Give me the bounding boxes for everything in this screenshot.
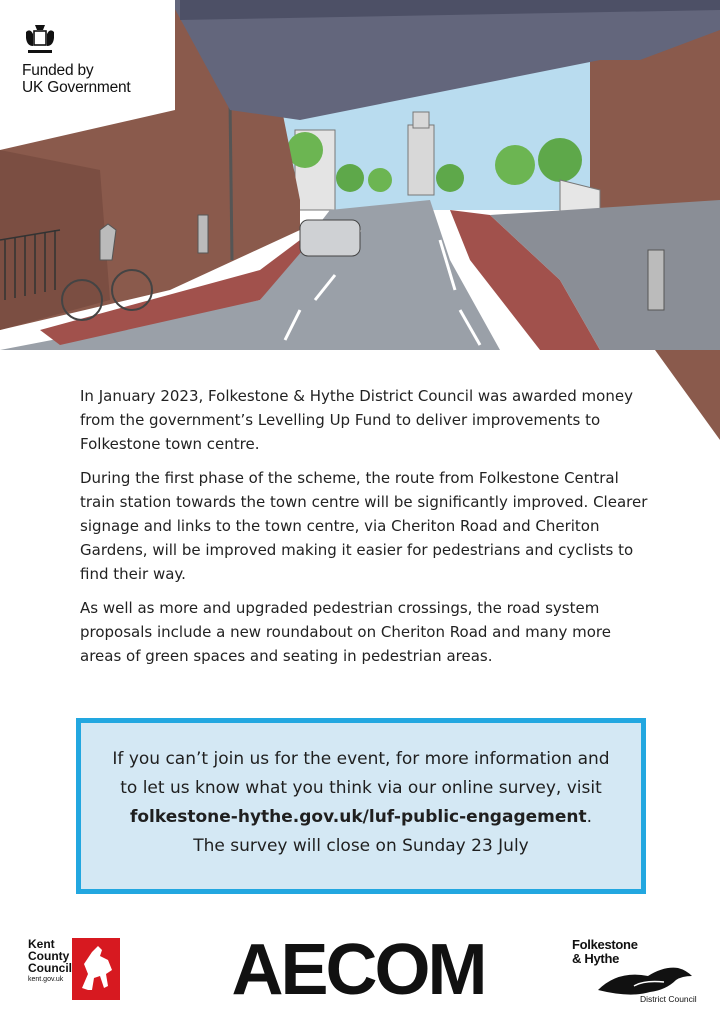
url-suffix: . xyxy=(586,807,593,827)
fh-line-1: Folkestone xyxy=(572,937,638,952)
kent-site: kent.gov.uk xyxy=(28,976,64,983)
paragraph-2: During the first phase of the scheme, the route from Folkestone Central train station towards the town centre will be significantly improved. Clearer signage and links to the town centre, via Cheriton Road and Cheriton Gardens, will be improved making it easier for pedestrians and cyclists to find their way. xyxy=(80,469,648,583)
royal-coat-of-arms-icon xyxy=(22,22,58,56)
funder-line-1: Funded by xyxy=(22,62,94,79)
kent-county-council-logo xyxy=(28,938,120,1000)
survey-link[interactable]: folkestone-hythe.gov.uk/luf-public-engagement xyxy=(129,807,587,827)
running-dog-icon xyxy=(594,964,702,996)
folkestone-hythe-logo xyxy=(572,938,702,1008)
info-line-1: If you can’t join us for the event, for more information and xyxy=(112,749,610,769)
fh-line-3: District Council xyxy=(640,994,697,1004)
kent-line-3: Council xyxy=(28,961,72,975)
survey-closing-text: The survey will close on Sunday 23 July xyxy=(193,836,529,856)
paragraph-3: As well as more and upgraded pedestrian crossings, the road system proposals include a new roundabout on Cheriton Road and many more areas of green spaces and seating in pedestrian areas. xyxy=(80,599,611,665)
white-horse-icon xyxy=(72,938,120,1000)
survey-info-box xyxy=(76,718,646,894)
funder-line-2: UK Government xyxy=(22,79,131,96)
info-url-line xyxy=(81,803,641,832)
aecom-logo-text: AECOM xyxy=(231,934,485,1002)
kent-line-2: County xyxy=(28,949,70,963)
funder-block xyxy=(22,22,162,96)
intro-text xyxy=(80,384,650,678)
footer-logos xyxy=(0,930,720,1024)
kent-line-1: Kent xyxy=(28,937,55,951)
fh-line-2: & Hythe xyxy=(572,951,620,966)
aecom-logo xyxy=(222,934,494,1002)
paragraph-1: In January 2023, Folkestone & Hythe District Council was awarded money from the government’s Levelling Up Fund to deliver improvements to Folkestone town centre. xyxy=(80,387,633,453)
info-line-2: to let us know what you think via our online survey, visit xyxy=(120,778,602,798)
